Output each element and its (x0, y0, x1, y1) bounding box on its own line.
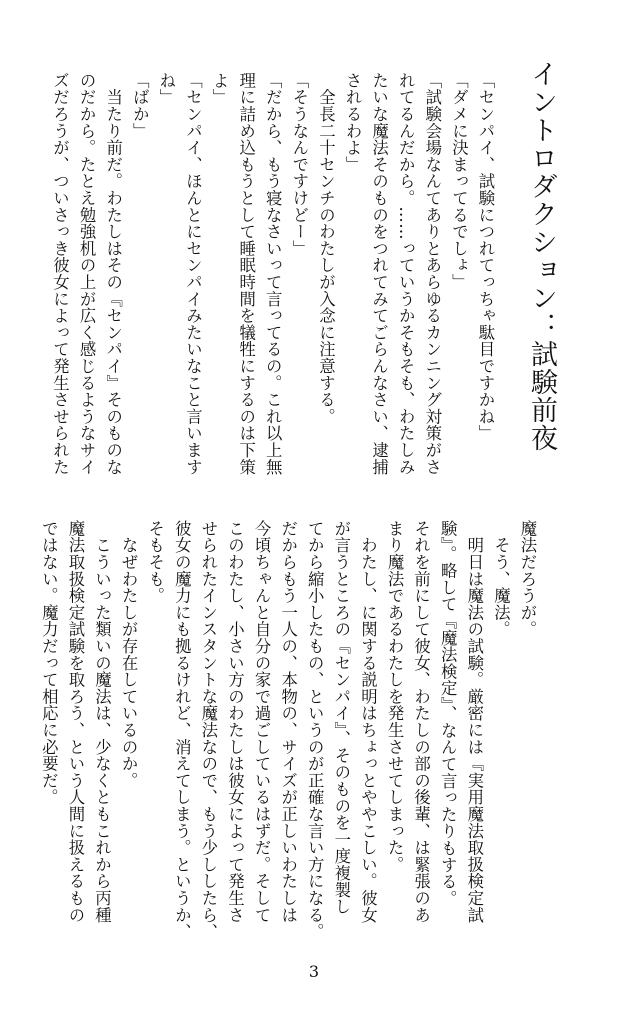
text-line: ではない。魔力だって相応に必要だ。 (39, 520, 59, 806)
text-line: れてるんだから。……っていうかそもそも、わたしみ (396, 72, 416, 476)
text-line: ズだろうが、ついさっき彼女によって発生させられた (50, 72, 70, 476)
text-line: 魔法だろうが。 (518, 520, 537, 638)
text-line: 「試験会場なんてありとあらゆるカンニング対策がさ (422, 72, 442, 476)
text-line: せられたインスタントな魔法なので、もう少ししたら、 (198, 520, 218, 940)
text-line: 彼女の魔力にも拠るけれど、消えてしまう。というか、 (172, 520, 192, 940)
text-line: 「ダメに決まってるでしょ」 (449, 72, 469, 291)
text-line: こういった類いの魔法は、少なくともこれから丙種 (92, 520, 112, 924)
text-line: 理に詰め込もうとして睡眠時間を犠牲にするのは下策 (236, 72, 256, 476)
text-line: 当たり前だ。わたしはその『センパイ』そのものな (103, 72, 123, 476)
text-line: されるわよ」 (343, 72, 363, 173)
text-line: が言うところの『センパイ』、そのものを一度複製し (331, 520, 351, 915)
text-line: そもそも。 (145, 520, 165, 604)
text-line: 「そうなんですけどー」 (289, 72, 309, 257)
text-line: 明日は魔法の試験。厳密には『実用魔法取扱検定試 (464, 520, 484, 924)
text-line: 今頃ちゃんと自分の家で過ごしているはずだ。そして (252, 520, 272, 924)
text-line: このわたし、小さい方のわたしは彼女によって発生さ (225, 520, 245, 924)
text-line: 「センパイ、ほんとにセンパイみたいなこと言います (183, 72, 203, 476)
text-line: まり魔法であるわたしを発生させてしまった。 (385, 520, 405, 873)
text-line: 験』。略して『魔法検定』、なんて言ったりもする。 (438, 520, 458, 907)
text-line: 「センパイ、試験につれてっちゃ駄目ですかね」 (476, 72, 495, 442)
text-line: そう、魔法。 (491, 520, 511, 638)
text-line: てから縮小したもの、というのが正確な言い方になる。 (305, 520, 325, 940)
text-line: たいな魔法そのものをつれてみてごらんなさい、逮捕 (369, 72, 389, 476)
text-line: なぜわたしが存在しているのか。 (119, 520, 139, 789)
text-line: それを前にして彼女、わたしの部の後輩、は緊張のあ (411, 520, 431, 924)
page-number: 3 (308, 962, 320, 981)
text-line: ね」 (156, 72, 176, 106)
text-line: わたし、に関する説明はちょっとややこしい。彼女 (358, 520, 378, 924)
lower-text-block (39, 520, 540, 952)
text-line: のだから。たとえ勉強机の上が広く感じるようなサイ (77, 72, 97, 476)
upper-text-block (50, 72, 498, 492)
text-line: だからもう一人の、本物の、サイズが正しいわたしは (278, 520, 298, 924)
text-line: 「ばか」 (130, 72, 150, 140)
text-line: 「だから、もう寝なさいって言ってるの。これ以上無 (263, 72, 283, 476)
text-line: よ」 (210, 72, 230, 106)
text-line: 全長二十センチのわたしが入念に注意する。 (316, 72, 336, 425)
chapter-title: イントロダクション：試験前夜 (526, 60, 557, 452)
text-line: 魔法取扱検定試験を取ろう、という人間に扱えるもの (65, 520, 85, 924)
